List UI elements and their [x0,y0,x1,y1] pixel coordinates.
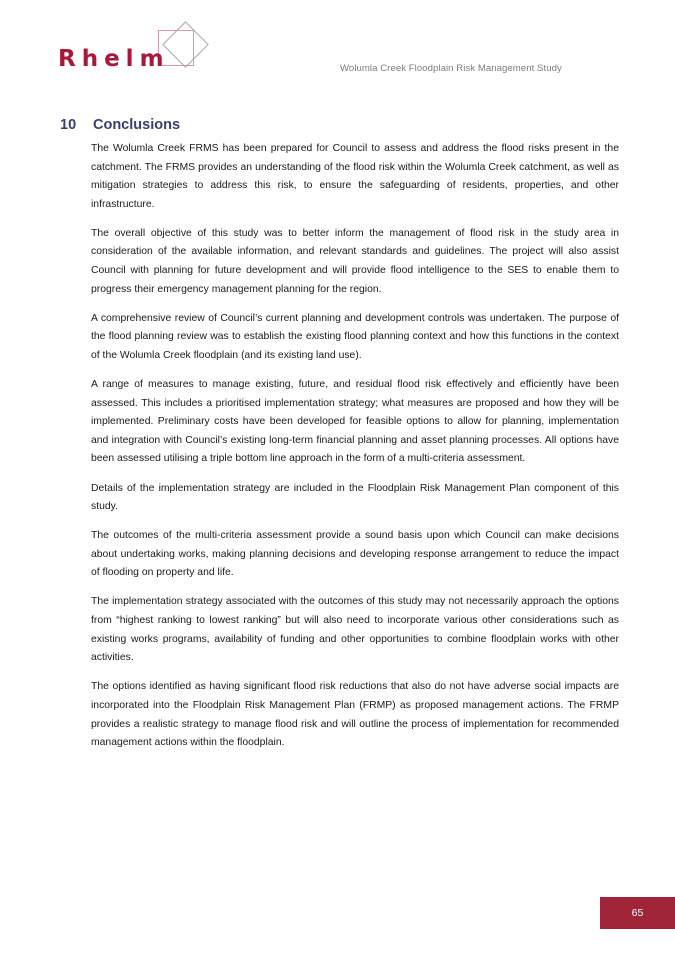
logo-wordmark: Rhelm [58,46,170,72]
body-paragraph: The Wolumla Creek FRMS has been prepared for Council to assess and address the flood risks present in the catchment. The FRMS provides an understanding of the flood risk within the Wolumla Creek catchment, as well as mitigation strategies to address this risk, to ensure the safeguarding of residents, properties, and other infrastructure. [91,143,619,210]
body-paragraph: The implementation strategy associated with the outcomes of this study may not necessarily approach the options from “highest ranking to lowest ranking” but will also need to incorporate various other considerations such as existing works programs, availability of funding and other opportunities to combine floodplain works with other activities. [91,596,619,664]
page-header [0,0,675,100]
body-paragraph: The overall objective of this study was to better inform the management of flood risk in the study area in consideration of the available information, and relevant standards and guidelines. The project will also assist Council with planning for future development and will provide flood intelligence to the SES to enable them to progress their emergency management planning for the region. [91,227,619,295]
section-number: 10 [60,117,77,133]
body-paragraph: A range of measures to manage existing, future, and residual flood risk effectively and efficiently have been assessed. This includes a prioritised implementation strategy; what measures are proposed and how they will be implemented. Preliminary costs have been developed for feasible options to allow for planning, implementation and integration with Council’s existing long-term financial planning and asset planning processes. All options have been assessed utilising a triple bottom line approach in the form of a multi-criteria assessment. [91,379,619,465]
page-number-badge: 65 [600,897,675,929]
body-paragraph: The outcomes of the multi-criteria assessment provide a sound basis upon which Council can make decisions about undertaking works, making planning decisions and developing response arrangement to reduce the impact of flooding on property and life. [91,530,619,579]
body-paragraph: A comprehensive review of Council’s current planning and development controls was undertaken. The purpose of the flood planning review was to establish the existing flood planning context and how this functions in the context of the Wolumla Creek floodplain (and its existing land use). [91,312,619,361]
rhelm-logo [58,28,188,80]
body-paragraph: The options identified as having significant flood risk reductions that also do not have adverse social impacts are incorporated into the Floodplain Risk Management Plan (FRMP) as proposed management actions. The FRMP provides a realistic strategy to manage flood risk and will outline the process of implementation for recommended management actions within the floodplain. [91,681,619,749]
body-paragraph: Details of the implementation strategy are included in the Floodplain Risk Management Plan component of this study. [91,482,619,513]
header-document-title: Wolumla Creek Floodplain Risk Management Study [340,63,562,74]
body-content [91,140,619,753]
section-heading [60,117,180,133]
section-title: Conclusions [93,117,181,133]
